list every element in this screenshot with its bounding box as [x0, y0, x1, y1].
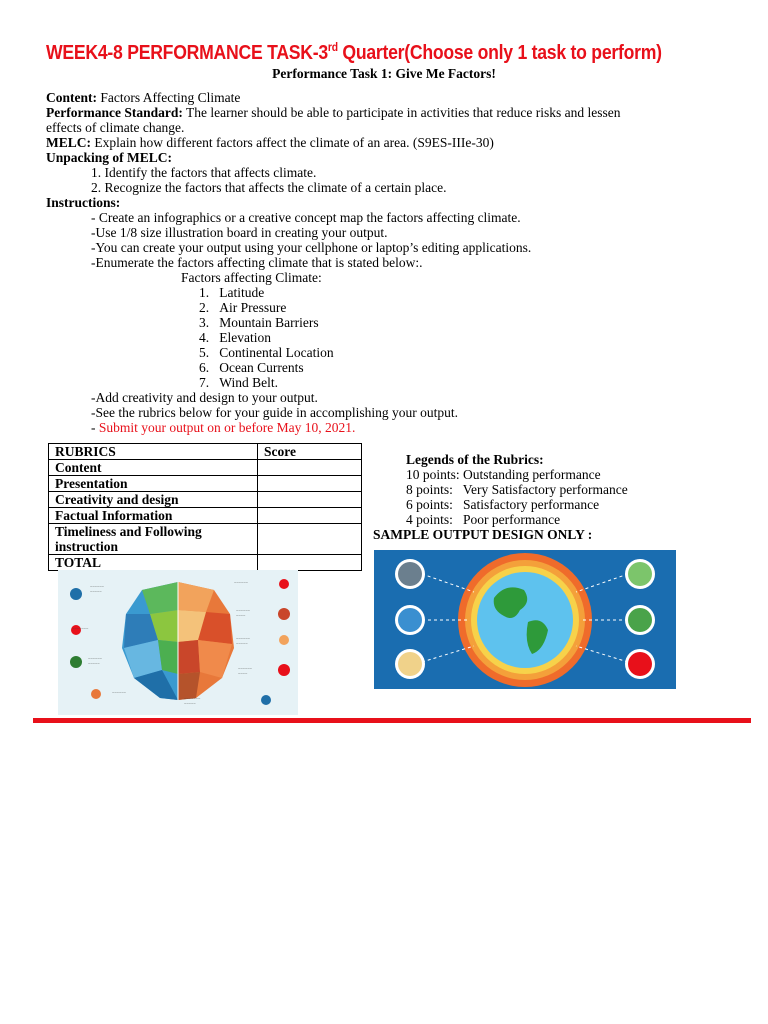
caption-decoration: ~~~~~~ ~~~~	[238, 666, 253, 676]
earth-layers-illustration	[374, 550, 676, 689]
unpacking-item: 2. Recognize the factors that affects the climate of a certain place.	[91, 180, 447, 195]
legend-item: 6 points: Satisfactory performance	[406, 497, 600, 512]
legend-title: Legends of the Rubrics:	[406, 452, 544, 467]
table-row: Creativity and design	[49, 492, 362, 508]
unpacking-item: 1. Identify the factors that affects climate.	[91, 165, 317, 180]
table-row: Content	[49, 460, 362, 476]
factor-item: 7. Wind Belt.	[199, 375, 278, 390]
score-header: Score	[258, 444, 362, 460]
instruction-line: - Create an infographics or a creative concept map the factors affecting climate.	[91, 210, 521, 225]
caption-decoration: ~~~~~~ ~~~~~	[88, 656, 103, 666]
rubrics-table	[48, 443, 362, 571]
caption-decoration: ~~~~~~~ ~~~~~	[184, 696, 201, 706]
table-row: Timeliness and Following	[49, 524, 362, 540]
instruction-line: -You can create your output using your cellphone or laptop’s editing applications.	[91, 240, 532, 255]
factor-item: 3. Mountain Barriers	[199, 315, 319, 330]
factor-item: 4. Elevation	[199, 330, 271, 345]
caption-decoration: ~~~~~~ ~~~~~	[236, 636, 251, 646]
standard-line: Performance Standard: The learner should be able to participate in activities that reduce risks and lessen	[46, 105, 621, 120]
rubrics-header: RUBRICS	[49, 444, 258, 460]
task-subtitle: Performance Task 1: Give Me Factors!	[272, 66, 496, 81]
content-line: Content: Factors Affecting Climate	[46, 90, 241, 105]
table-row: instruction	[49, 539, 362, 555]
table-header-row	[49, 444, 362, 460]
instruction-line: -Enumerate the factors affecting climate that is stated below:.	[91, 255, 423, 270]
instructions-label: Instructions:	[46, 195, 121, 210]
sample-label: SAMPLE OUTPUT DESIGN ONLY :	[373, 527, 593, 542]
page-title: WEEK4-8 PERFORMANCE TASK-3rd Quarter(Choose only 1 task to perform)	[46, 40, 662, 64]
standard-line-2: effects of climate change.	[46, 120, 185, 135]
factor-item: 2. Air Pressure	[199, 300, 287, 315]
caption-decoration: ~~~~~~~	[72, 626, 89, 631]
instruction-line: -Use 1/8 size illustration board in creating your output.	[91, 225, 388, 240]
submit-deadline: - Submit your output on or before May 10, 2021.	[91, 420, 356, 435]
legend-item: 10 points: Outstanding performance	[406, 467, 601, 482]
caption-decoration: ~~~~~~ ~~~~	[236, 608, 251, 618]
melc-line: MELC: Explain how different factors affect the climate of an area. (S9ES-IIIe-30)	[46, 135, 494, 150]
unpacking-label: Unpacking of MELC:	[46, 150, 173, 165]
caption-decoration: ~~~~~~ ~~~~~	[90, 584, 105, 594]
instruction-line: -See the rubrics below for your guide in accomplishing your output.	[91, 405, 459, 420]
table-row: TOTAL	[49, 555, 362, 571]
factor-item: 1. Latitude	[199, 285, 265, 300]
legend-item: 8 points: Very Satisfactory performance	[406, 482, 628, 497]
factors-heading: Factors affecting Climate:	[181, 270, 322, 285]
footer-red-rule	[33, 718, 751, 723]
factor-item: 5. Continental Location	[199, 345, 334, 360]
table-row: Factual Information	[49, 508, 362, 524]
table-row: Presentation	[49, 476, 362, 492]
sample-infographic-brain-earth	[58, 570, 298, 715]
factor-item: 6. Ocean Currents	[199, 360, 304, 375]
caption-decoration: ~~~~~~	[234, 580, 249, 585]
sample-infographic-earth-layers	[374, 550, 676, 689]
caption-decoration: ~~~~~~	[112, 690, 127, 695]
instruction-line: -Add creativity and design to your output.	[91, 390, 318, 405]
legend-item: 4 points: Poor performance	[406, 512, 561, 527]
